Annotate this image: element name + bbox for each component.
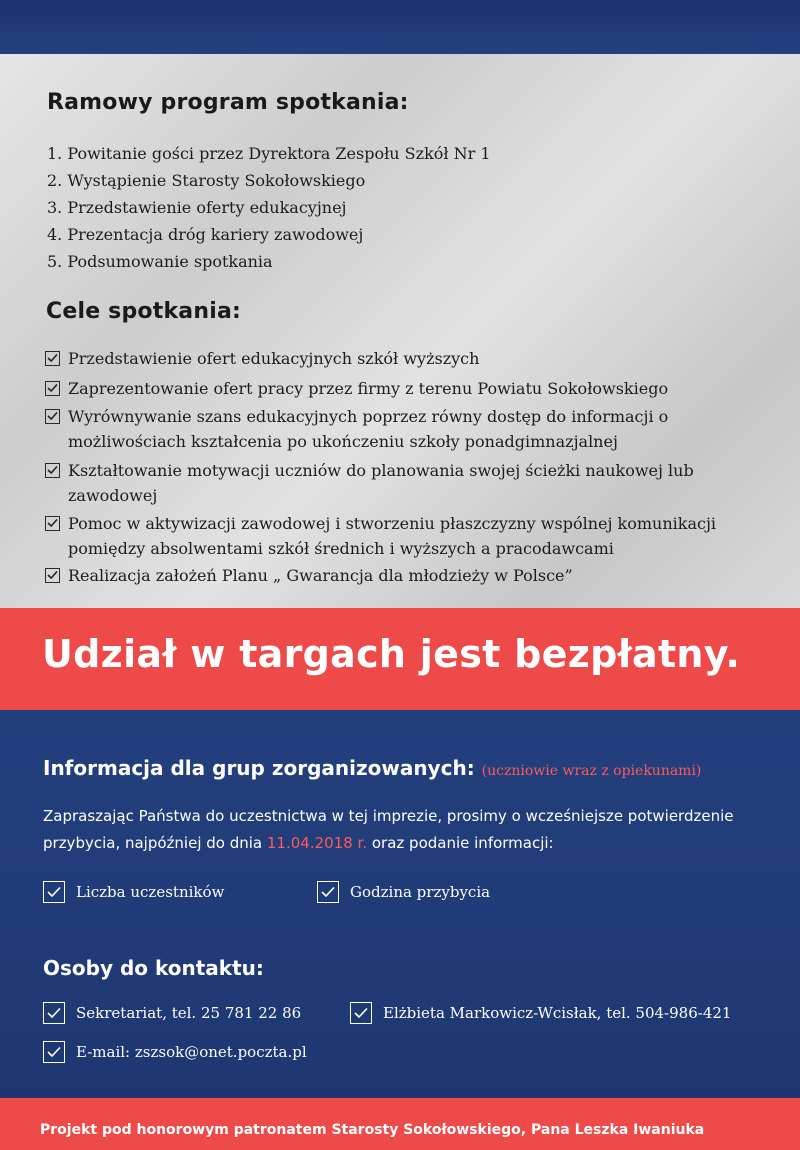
contact-title: Osoby do kontaktu: xyxy=(43,956,264,980)
goal-item xyxy=(45,404,728,454)
patronage-text: Projekt pod honorowym patronatem Starosty Sokołowskiego, Pana Leszka Iwaniuka xyxy=(40,1122,705,1138)
checkmark-icon xyxy=(317,881,339,903)
goal-item xyxy=(45,346,788,371)
checkmark-icon xyxy=(45,351,60,366)
checkmark-icon xyxy=(45,516,60,531)
check-label: Liczba uczestników xyxy=(76,883,225,901)
program-item: 3. Przedstawienie oferty edukacyjnej xyxy=(47,198,347,217)
checkmark-icon xyxy=(45,568,60,583)
checkmark-icon xyxy=(43,1041,65,1063)
program-title: Ramowy program spotkania: xyxy=(47,90,409,115)
free-participation-text: Udział w targach jest bezpłatny. xyxy=(42,632,741,676)
goal-text: Kształtowanie motywacji uczniów do planowania swojej ścieżki naukowej lub zawodowej xyxy=(68,461,694,505)
groups-paragraph xyxy=(43,803,783,857)
checkmark-icon xyxy=(350,1002,372,1024)
goal-item xyxy=(45,563,788,588)
contact-secretariat xyxy=(43,1002,301,1024)
check-label: Godzina przybycia xyxy=(350,883,491,901)
free-participation-banner xyxy=(0,608,800,710)
checkmark-icon xyxy=(43,881,65,903)
contact-person xyxy=(350,1002,731,1024)
deadline-date: 11.04.2018 r. xyxy=(266,834,368,852)
goal-text: Przedstawienie ofert edukacyjnych szkół wyższych xyxy=(68,349,480,368)
groups-info-section xyxy=(0,710,800,1098)
checkmark-icon xyxy=(45,463,60,478)
goal-text: Pomoc w aktywizacji zawodowej i stworzeniu płaszczyzny wspólnej komunikacji pomiędzy absolwentami szkół średnich i wyższych a pracodawcami xyxy=(68,514,717,558)
goal-text: Wyrównywanie szans edukacyjnych poprzez równy dostęp do informacji o możliwościach kształcenia po ukończeniu szkoły ponadgimnazjalnej xyxy=(68,407,669,451)
goals-title: Cele spotkania: xyxy=(46,299,241,324)
groups-note: (uczniowie wraz z opiekunami) xyxy=(481,763,702,779)
goal-text: Zaprezentowanie ofert pracy przez firmy z terenu Powiatu Sokołowskiego xyxy=(68,379,669,398)
checkmark-icon xyxy=(45,381,60,396)
top-navy-band xyxy=(0,0,800,54)
contact-text: Sekretariat, tel. 25 781 22 86 xyxy=(76,1004,302,1022)
checkmark-icon xyxy=(43,1002,65,1024)
goal-item xyxy=(45,458,728,508)
groups-info-title xyxy=(43,756,701,780)
program-item: 2. Wystąpienie Starosty Sokołowskiego xyxy=(47,171,366,190)
program-item: 5. Podsumowanie spotkania xyxy=(47,252,273,271)
contact-email xyxy=(43,1041,307,1063)
program-section xyxy=(0,54,800,608)
contact-text: Elżbieta Markowicz-Wcisłak, tel. 504-986-421 xyxy=(383,1004,732,1022)
groups-title-text: Informacja dla grup zorganizowanych: xyxy=(43,756,475,780)
program-item: 4. Prezentacja dróg kariery zawodowej xyxy=(47,225,364,244)
goal-item xyxy=(45,376,788,401)
paragraph-text: Zapraszając Państwa do uczestnictwa w tej imprezie, prosimy o wcześniejsze potwierdzenie przybycia, najpóźniej do dnia xyxy=(43,807,734,852)
checkmark-icon xyxy=(45,409,60,424)
paragraph-text: oraz podanie informacji: xyxy=(367,834,554,852)
check-arrival-time xyxy=(317,881,490,903)
check-participants xyxy=(43,881,224,903)
program-item: 1. Powitanie gości przez Dyrektora Zespołu Szkół Nr 1 xyxy=(47,144,491,163)
goal-item xyxy=(45,511,778,561)
email-text: E-mail: zszsok@onet.poczta.pl xyxy=(76,1043,307,1061)
goal-text: Realizacja założeń Planu „ Gwarancja dla młodzieży w Polsce” xyxy=(68,566,573,585)
program-list xyxy=(47,140,491,275)
footer-band xyxy=(0,1098,800,1150)
